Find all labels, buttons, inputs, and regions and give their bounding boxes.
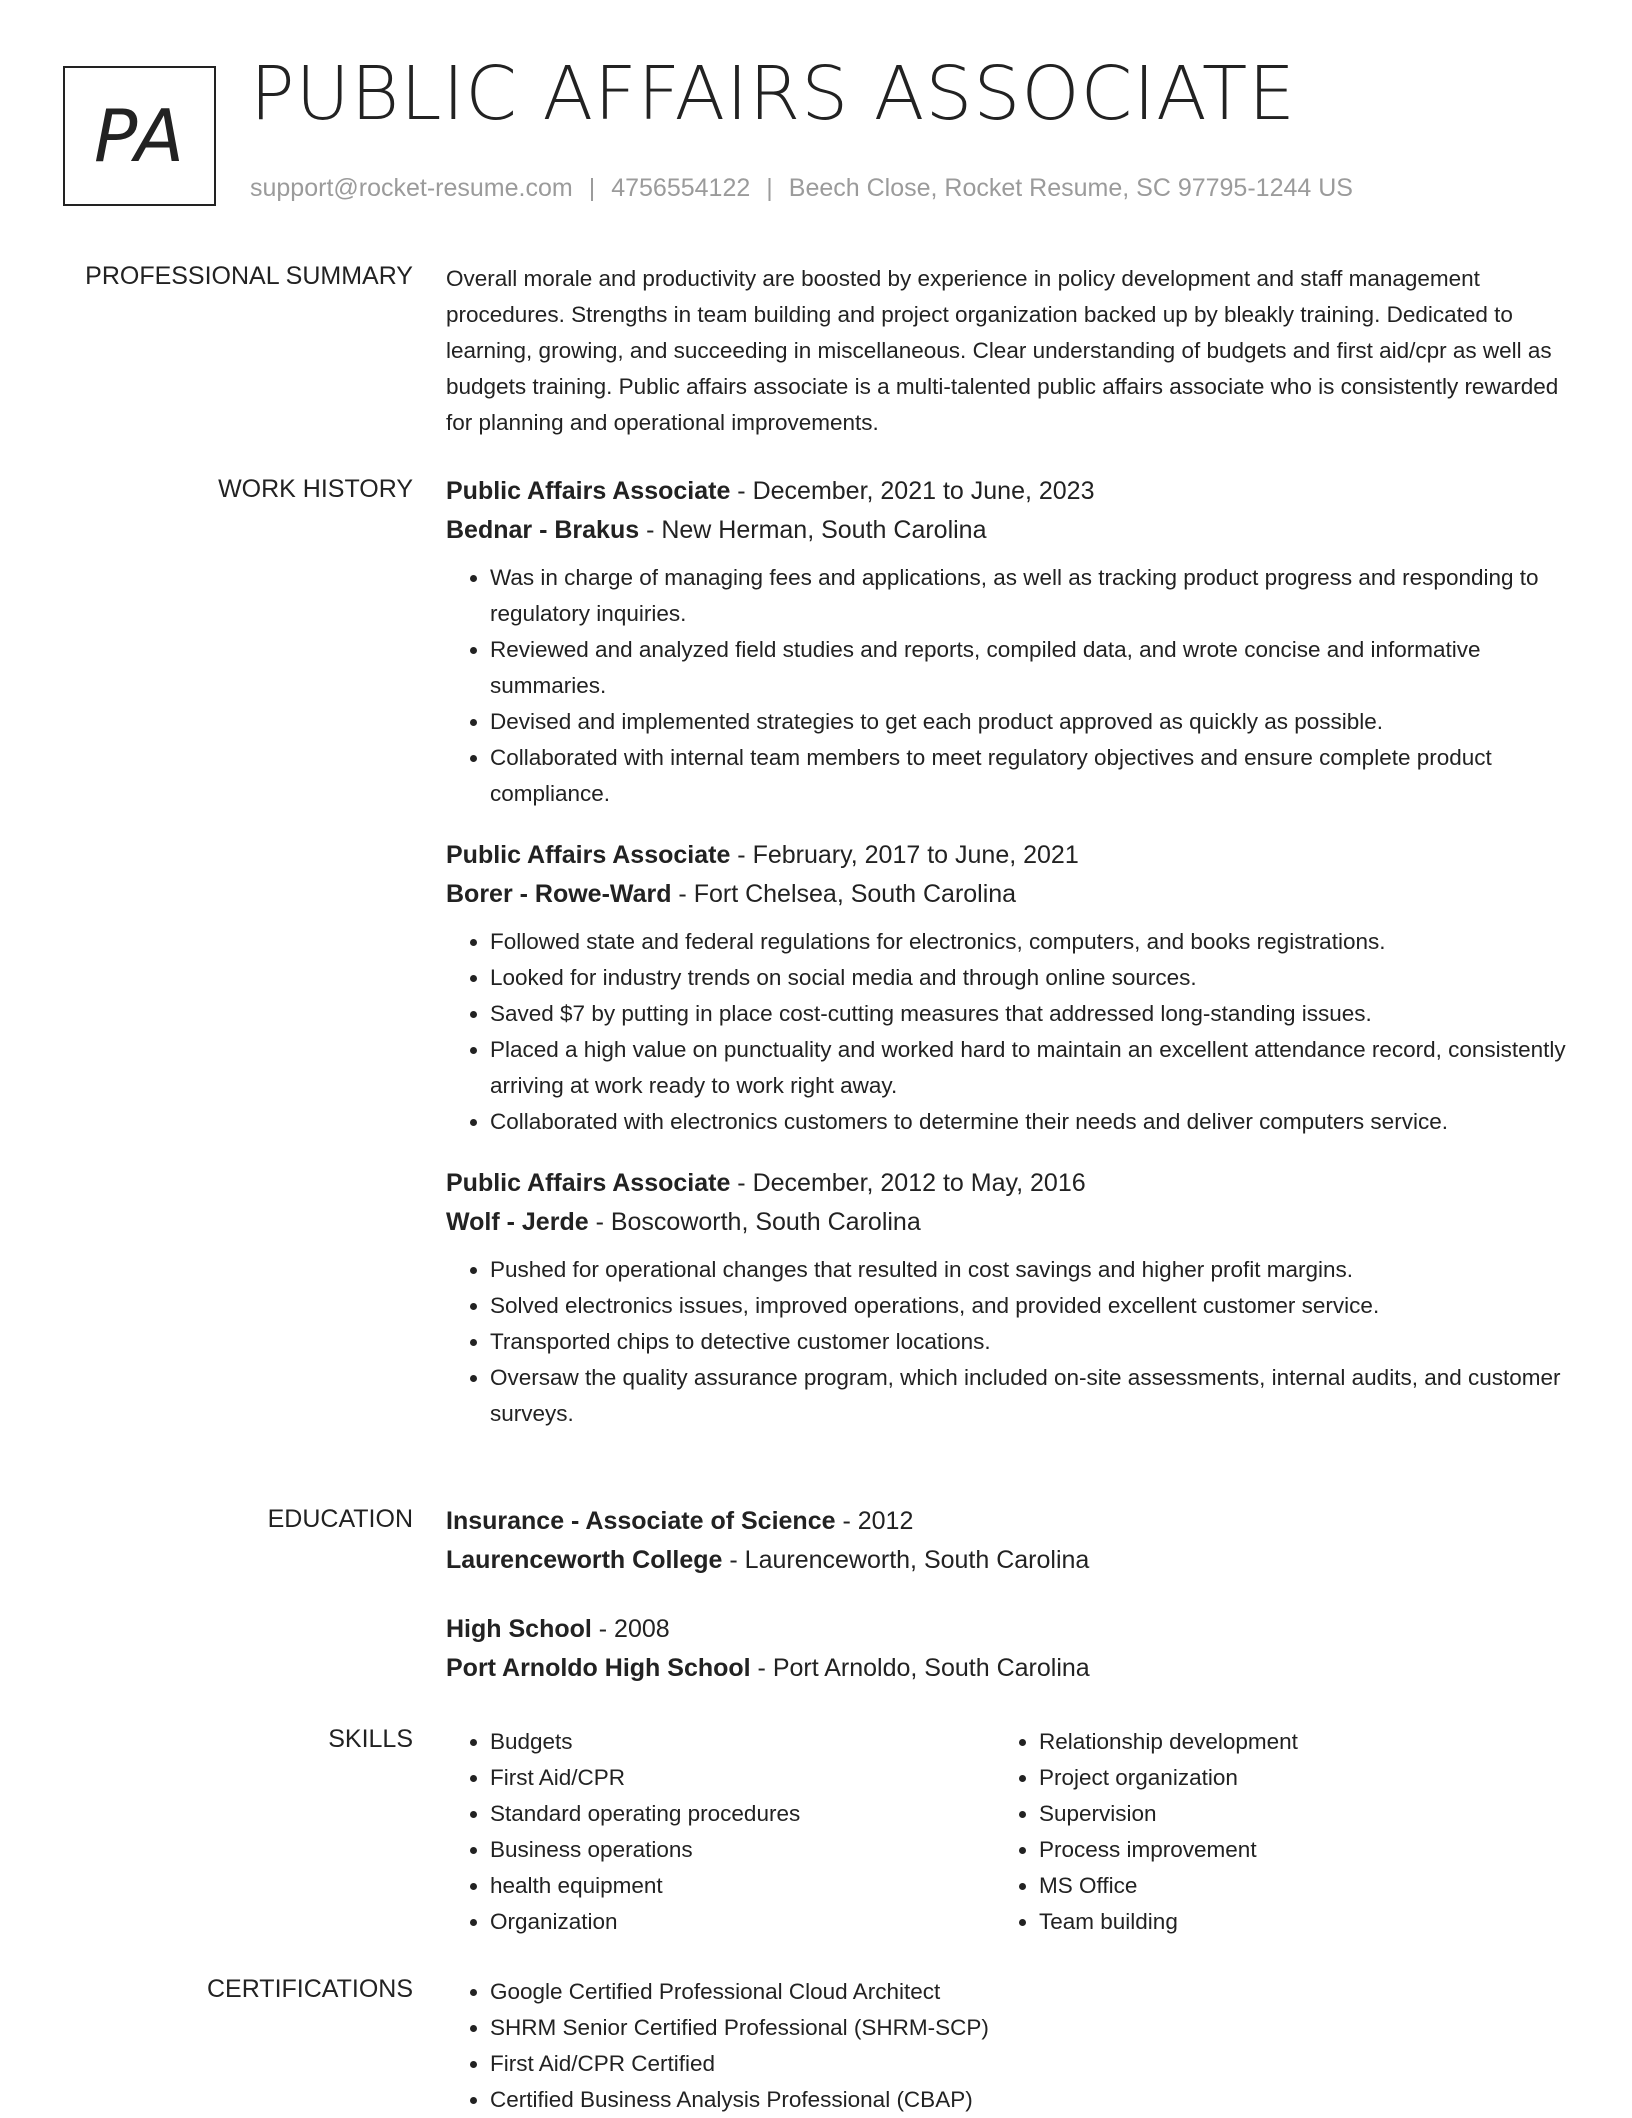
section-title: WORK HISTORY — [218, 475, 413, 503]
monogram-badge — [63, 66, 216, 206]
certification-item: • First Aid/CPR Certified — [490, 2046, 1576, 2082]
job-bullet: • Reviewed and analyzed field studies and reports, compiled data, and wrote concise and informative summaries. — [490, 632, 1576, 704]
skill-item: • MS Office — [1039, 1868, 1544, 1904]
section-title: CERTIFICATIONS — [206, 1975, 413, 2003]
education-degree-line — [446, 1502, 1576, 1541]
job-title-line — [446, 836, 1576, 875]
skill-item: • Organization — [490, 1904, 995, 1940]
job-company-line — [446, 511, 1576, 550]
certification-item: • Google Certified Professional Cloud Architect — [490, 1974, 1576, 2010]
certifications-list — [446, 1974, 1576, 2118]
contact-email[interactable]: support@rocket-resume.com — [250, 174, 573, 202]
job-company: Bednar - Brakus — [446, 516, 640, 544]
skill-item: • Budgets — [490, 1724, 995, 1760]
education-entry — [446, 1610, 1576, 1688]
skill-item: • health equipment — [490, 1868, 995, 1904]
education-school-line — [446, 1649, 1576, 1688]
education-list — [446, 1502, 1576, 1712]
job-bullet: • Devised and implemented strategies to get each product approved as quickly as possible. — [490, 704, 1576, 740]
skill-item: • Supervision — [1039, 1796, 1544, 1832]
job-bullet: • Looked for industry trends on social media and through online sources. — [490, 960, 1576, 996]
job-bullets — [446, 560, 1576, 812]
job-bullets — [446, 1252, 1576, 1432]
skill-item: • Business operations — [490, 1832, 995, 1868]
education-degree: High School — [446, 1615, 592, 1643]
job-title-line — [446, 472, 1576, 511]
section-title: EDUCATION — [267, 1505, 413, 1533]
job-dates: - December, 2021 to June, 2023 — [730, 477, 1095, 505]
skills-column — [446, 1724, 995, 1940]
job-entry — [446, 472, 1576, 812]
education-degree: Insurance - Associate of Science — [446, 1507, 836, 1535]
job-location: - New Herman, South Carolina — [639, 516, 987, 544]
job-title-line — [446, 1164, 1576, 1203]
job-company: Wolf - Jerde — [446, 1208, 589, 1236]
job-bullets — [446, 924, 1576, 1140]
job-dates: - February, 2017 to June, 2021 — [730, 841, 1079, 869]
skills-column — [995, 1724, 1544, 1940]
education-year: - 2012 — [835, 1507, 914, 1535]
section-title: SKILLS — [328, 1725, 413, 1753]
job-role: Public Affairs Associate — [446, 1169, 731, 1197]
job-role: Public Affairs Associate — [446, 477, 731, 505]
education-location: - Laurenceworth, South Carolina — [722, 1546, 1090, 1574]
job-bullet: • Transported chips to detective customer locations. — [490, 1324, 1576, 1360]
skill-item: • Team building — [1039, 1904, 1544, 1940]
job-bullet: • Collaborated with electronics customers to determine their needs and deliver computers service. — [490, 1104, 1576, 1140]
job-bullet: • Oversaw the quality assurance program, which included on-site assessments, internal audits, and customer surveys. — [490, 1360, 1576, 1432]
education-location: - Port Arnoldo, South Carolina — [750, 1654, 1090, 1682]
contact-separator: | — [766, 174, 773, 202]
contact-line — [250, 174, 1353, 203]
contact-separator: | — [588, 174, 596, 202]
job-bullet: • Pushed for operational changes that resulted in cost savings and higher profit margins. — [490, 1252, 1576, 1288]
skills-grid — [446, 1724, 1576, 1940]
skill-item: • First Aid/CPR — [490, 1760, 995, 1796]
job-location: - Boscoworth, South Carolina — [588, 1208, 921, 1236]
job-company: Borer - Rowe-Ward — [446, 880, 672, 908]
certification-item: • Certified Business Analysis Professional (CBAP) — [490, 2082, 1576, 2118]
job-entry — [446, 836, 1576, 1140]
job-bullet: • Collaborated with internal team members to meet regulatory objectives and ensure complete product compliance. — [490, 740, 1576, 812]
job-role: Public Affairs Associate — [446, 841, 731, 869]
job-bullet: • Was in charge of managing fees and applications, as well as tracking product progress and responding to regulatory inquiries. — [490, 560, 1576, 632]
work-list — [446, 472, 1576, 1456]
skill-item: • Standard operating procedures — [490, 1796, 995, 1832]
job-bullet: • Placed a high value on punctuality and worked hard to maintain an excellent attendance record, consistently arriving at work ready to work right away. — [490, 1032, 1576, 1104]
job-company-line — [446, 875, 1576, 914]
education-school: Port Arnoldo High School — [446, 1654, 751, 1682]
contact-phone[interactable]: 4756554122 — [611, 174, 751, 202]
job-entry — [446, 1164, 1576, 1432]
skill-item: • Process improvement — [1039, 1832, 1544, 1868]
skills-columns — [446, 1724, 1576, 1940]
contact-address: Beech Close, Rocket Resume, SC 97795-1244 US — [788, 174, 1353, 202]
education-school: Laurenceworth College — [446, 1546, 723, 1574]
job-company-line — [446, 1203, 1576, 1242]
education-entry — [446, 1502, 1576, 1580]
job-location: - Fort Chelsea, South Carolina — [671, 880, 1017, 908]
education-year: - 2008 — [591, 1615, 670, 1643]
skill-item: • Project organization — [1039, 1760, 1544, 1796]
certification-item: • SHRM Senior Certified Professional (SHRM-SCP) — [490, 2010, 1576, 2046]
section-title: PROFESSIONAL SUMMARY — [85, 262, 413, 290]
certifications-items — [446, 1974, 1576, 2118]
monogram-text: PA — [93, 94, 186, 178]
job-dates: - December, 2012 to May, 2016 — [730, 1169, 1086, 1197]
job-bullet: • Saved $7 by putting in place cost-cutting measures that addressed long-standing issues. — [490, 996, 1576, 1032]
skill-item: • Relationship development — [1039, 1724, 1544, 1760]
summary-text: Overall morale and productivity are boosted by experience in policy development and staff management procedures. Strengths in team building and project organization backed up by bleakly training. Dedicated to learning, growing, and succeeding in miscellaneous. Clear understanding of budgets and first aid/cpr as well as budgets training. Public affairs associate is a multi-talented public affairs associate who is consistently rewarded for planning and operational improvements. — [446, 266, 1559, 435]
job-bullet: • Solved electronics issues, improved operations, and provided excellent customer service. — [490, 1288, 1576, 1324]
education-school-line — [446, 1541, 1576, 1580]
page-title: PUBLIC AFFAIRS ASSOCIATE — [250, 51, 1296, 137]
education-degree-line — [446, 1610, 1576, 1649]
job-bullet: • Followed state and federal regulations for electronics, computers, and books registrations. — [490, 924, 1576, 960]
